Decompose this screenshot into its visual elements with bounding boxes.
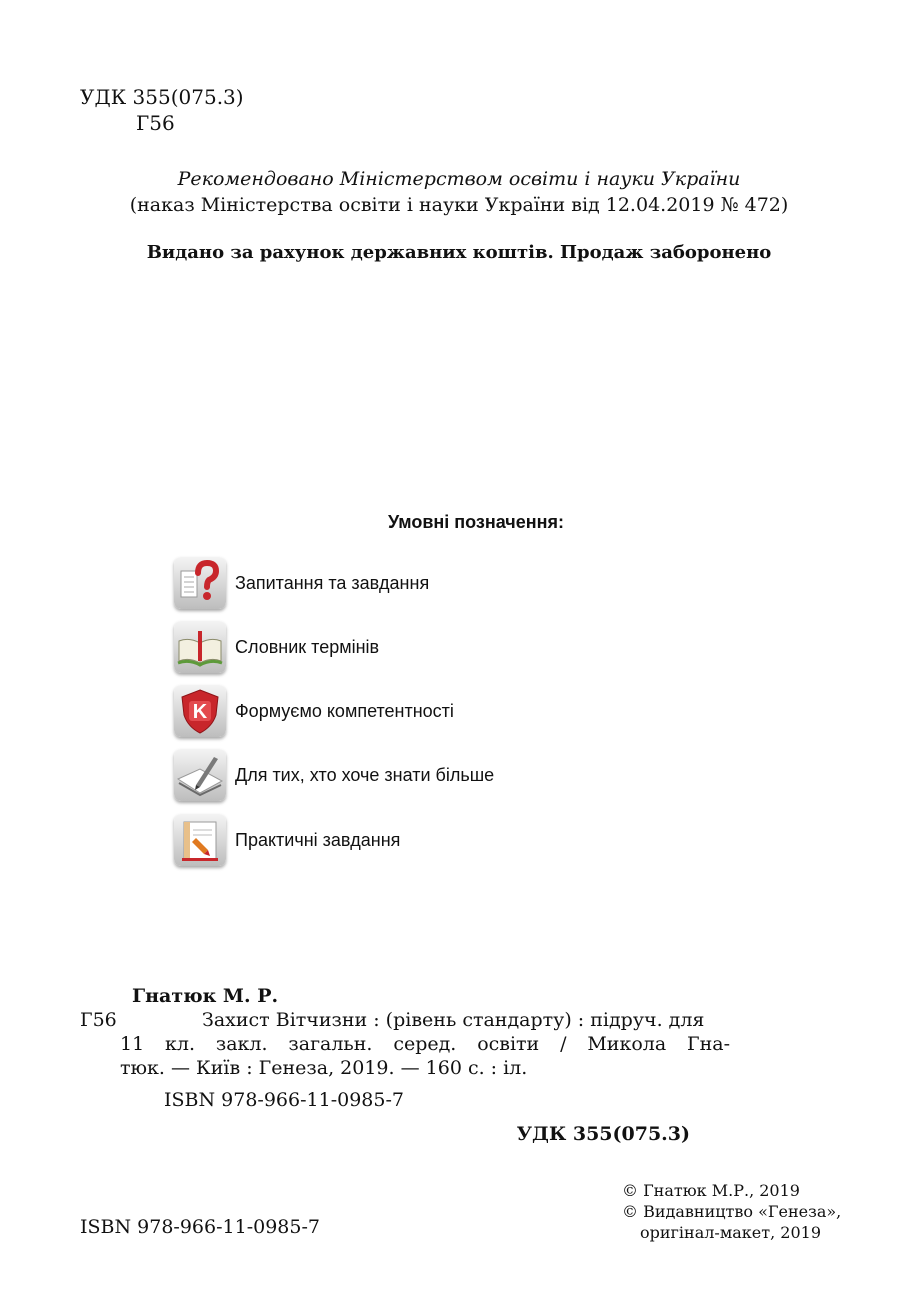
legend-label: Словник термінів	[235, 636, 380, 657]
description-row	[80, 1056, 730, 1080]
copyright-layout: оригінал-макет, 2019	[640, 1223, 822, 1242]
description-line: тюк. — Київ : Генеза, 2019. — 160 с. : іл.	[120, 1057, 528, 1079]
question-icon	[174, 557, 226, 609]
description-line	[162, 1008, 705, 1032]
not-for-sale-notice: Видано за рахунок державних коштів. Продаж заборонено	[146, 242, 772, 263]
udk-code: УДК 355(075.3)	[80, 85, 244, 109]
bibliographic-record	[80, 984, 730, 1146]
dictionary-book-icon	[174, 621, 226, 673]
pen-paper-icon	[174, 749, 226, 801]
svg-text:K: K	[192, 701, 208, 723]
catalog-code: Г56	[80, 1009, 117, 1031]
order-reference: (наказ Міністерства освіти і науки України від 12.04.2019 № 472)	[129, 194, 789, 216]
legend-item-practical	[174, 813, 400, 867]
legend-item-dictionary	[174, 620, 379, 674]
practical-task-icon	[174, 814, 226, 866]
library-code: Г56	[136, 111, 175, 135]
description-row	[80, 1032, 730, 1056]
description-row	[80, 1008, 730, 1032]
author-name: Гнатюк М. Р.	[132, 985, 279, 1007]
copyright-publisher: © Видавництво «Генеза»,	[622, 1202, 842, 1221]
legend-title: Умовні позначення:	[387, 512, 565, 532]
isbn-bottom: ISBN 978-966-11-0985-7	[80, 1216, 320, 1238]
legend-label: Формуємо компетентності	[235, 700, 454, 721]
udk-block	[80, 84, 244, 136]
legend-label: Для тих, хто хоче знати більше	[235, 764, 495, 785]
legend-item-know-more	[174, 748, 494, 802]
description-text: Захист Вітчизни : (рівень стандарту) : підруч. для	[202, 1009, 705, 1031]
description-line: 11 кл. закл. загальн. серед. освіти / Микола Гна-	[120, 1033, 730, 1055]
udk-code-right: УДК 355(075.3)	[516, 1123, 690, 1145]
copyright-block	[622, 1180, 841, 1243]
recommendation-line: Рекомендовано Міністерством освіти і науки України	[177, 168, 741, 190]
legend-item-questions	[174, 556, 429, 610]
legend-item-competence	[174, 684, 454, 738]
legend-label: Практичні завдання	[235, 829, 401, 850]
isbn: ISBN 978-966-11-0985-7	[164, 1089, 404, 1111]
legend-label: Запитання та завдання	[235, 572, 430, 593]
competence-shield-icon	[174, 685, 226, 737]
copyright-author: © Гнатюк М.Р., 2019	[622, 1181, 800, 1200]
recommendation	[0, 166, 918, 218]
